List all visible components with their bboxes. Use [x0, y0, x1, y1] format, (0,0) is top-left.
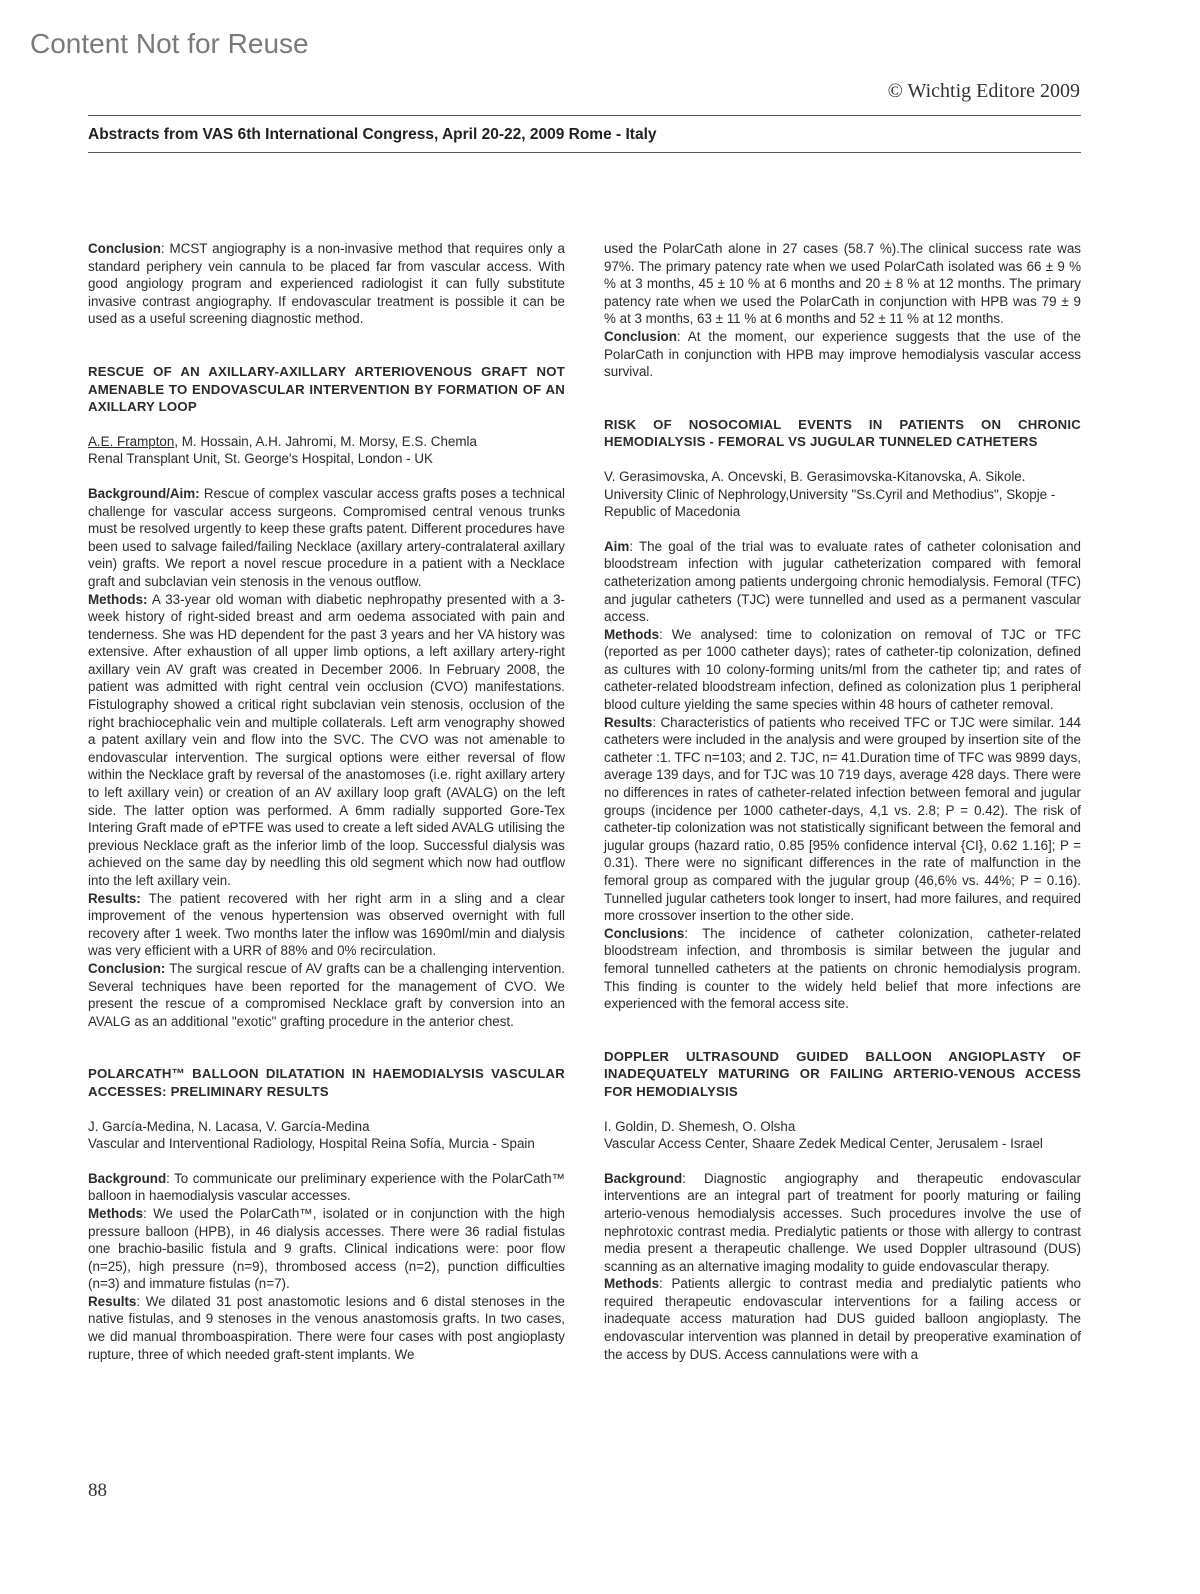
section-label: Background [604, 1170, 683, 1186]
section-text: : To communicate our preliminary experience with the PolarCath™ balloon in haemodialysis vascular accesses. [88, 1170, 565, 1204]
abstract-authors [88, 433, 565, 451]
section-text: The patient recovered with her right arm in a sling and a clear improvement of the venous hypertension was observed overnight with full recovery after 1 week. Two months later the inflow was 1690ml/min and dialysis was very efficient with a URR of 88% and 0% recirculation. [88, 890, 565, 959]
abstract-title: RISK OF NOSOCOMIAL EVENTS IN PATIENTS ON CHRONIC HEMODIALYSIS - FEMORAL VS JUGULAR TUNNELED CATHETERS [604, 416, 1081, 450]
section-label: Methods [604, 626, 660, 642]
abstract-title: RESCUE OF AN AXILLARY-AXILLARY ARTERIOVENOUS GRAFT NOT AMENABLE TO ENDOVASCULAR INTERVENTION BY FORMATION OF AN AXILLARY LOOP [88, 363, 565, 415]
abstract-title: POLARCATH™ BALLOON DILATATION IN HAEMODIALYSIS VASCULAR ACCESSES: PRELIMINARY RESULTS [88, 1066, 565, 1099]
section-label: Methods [88, 1205, 144, 1221]
abstract-conclusion [604, 925, 1081, 1013]
section-label: Background [88, 1170, 167, 1186]
abstract-affiliation: Vascular and Interventional Radiology, Hospital Reina Sofía, Murcia - Spain [88, 1136, 535, 1152]
section-text: : The incidence of catheter colonization, catheter-related bloodstream infection, and thrombosis is similar between the jugular and femoral tunnelled catheters at the patients on chronic hemodialysis program. This finding is counter to the widely held belief that more infections are experienced with the femoral access site. [604, 925, 1081, 1012]
section-text: : We used the PolarCath™, isolated or in conjunction with the high pressure balloon (HPB), in 46 dialysis accesses. There were 36 radial fistulas one brachio-basilic fistula and 9 grafts. Clinical indications were: poor flow (n=25), high pressure (n=9), thrombosed access (n=2), punction difficulties (n=3) and immature fistulas (n=7). [88, 1205, 565, 1292]
abstract-affiliation: University Clinic of Nephrology,University "Ss.Cyril and Methodius", Skopje - Republic of Macedonia [604, 486, 1056, 520]
co-authors: , M. Hossain, A.H. Jahromi, M. Morsy, E.S. Chemla [174, 433, 477, 449]
section-label: Results [604, 714, 653, 730]
abstract-affiliation: Renal Transplant Unit, St. George's Hospital, London - UK [88, 451, 433, 467]
header-rule-top [88, 115, 1081, 116]
section-label: Results: [88, 890, 141, 906]
copyright-notice: © Wichtig Editore 2009 [887, 80, 1080, 102]
abstract-affiliation: Vascular Access Center, Shaare Zedek Medical Center, Jerusalem - Israel [604, 1136, 1043, 1152]
section-text: : We analysed: time to colonization on removal of TJC or TFC (reported as per 1000 catheter days); rates of catheter-tip colonization, defined as cultures with 10 colony-forming units/ml from the catheter tip; and rates of catheter-related bloodstream infection, defined as colonization plus 1 peripheral blood culture yielding the same species within 48 hours of catheter removal. [604, 626, 1081, 713]
abstract-results [88, 890, 565, 960]
section-label: Conclusion [604, 328, 677, 344]
section-text: A 33-year old woman with diabetic nephropathy presented with a 3-week history of right-sided breast and arm oedema associated with pain and tenderness. She was HD dependent for the past 3 years and her VA history was extensive. After exhaustion of all upper limb options, a left axillary artery-right axillary vein AV graft was created in December 2006. In February 2008, the patient was admitted with right central vein occlusion (CVO) manifestations. Fistulography showed a critical right subclavian vein stenosis, occlusion of the right brachiocephalic vein and multiple collaterals. Left arm venography showed a patent axillary vein and flow into the SVC. The CVO was not amenable to endovascular intervention. The surgical options were either reversal of flow within the Necklace graft by reversal of the anastomoses (i.e. right axillary artery to left axillary vein) or creation of an AV axillary loop graft (AVALG) on the left side. The latter option was performed. A 6mm radially supported Gore-Tex Intering Graft made of ePTFE was used to create a left sided AVALG utilising the previous Necklace graft as the inferior limb of the loop. Successful dialysis was achieved on the same day by needling this old segment which now had outflow into the left axillary vein. [88, 591, 565, 888]
section-text: : We dilated 31 post anastomotic lesions and 6 distal stenoses in the native fistulas, and 9 stenoses in the venous anastomosis grafts. In two cases, we did manual thromboaspiration. There were four cases with post angioplasty rupture, three of which needed graft-stent implants. We [88, 1293, 565, 1362]
page-number: 88 [88, 1480, 107, 1501]
section-label: Conclusion: [88, 960, 166, 976]
section-text: The surgical rescue of AV grafts can be a challenging intervention. Several techniques have been reported for the management of CVO. We present the rescue of a compromised Necklace graft by conversion into an AVALG as an additional "exotic" grafting procedure in the anterior chest. [88, 960, 565, 1029]
section-text: : MCST angiography is a non-invasive method that requires only a standard periphery vein cannula to be placed far from vascular access. With good angiology program and experienced radiologist it can fully substitute invasive contrast angiography. If endovascular treatment is possible it can be used as a useful screening diagnostic method. [88, 241, 565, 327]
section-text: : Diagnostic angiography and therapeutic endovascular interventions are an integral part of treatment for poorly maturing or failing arterio-venous hemodialysis accesses. Such procedures involve the use of nephrotoxic contrast media. Predialytic patients or those with allergy to contrast media present a therapeutic challenge. We used Doppler ultrasound (DUS) scanning as an alternative imaging modality to guide endovascular therapy. [604, 1170, 1081, 1274]
abstract-background [88, 485, 565, 591]
section-label: Background/Aim: [88, 485, 200, 501]
abstract-methods [88, 1205, 565, 1293]
abstract-methods [88, 591, 565, 890]
section-label: Aim [604, 538, 630, 554]
continued-conclusion [604, 328, 1081, 381]
abstract-methods [604, 1275, 1081, 1363]
abstract-results [88, 1293, 565, 1363]
header-rule-bottom [88, 152, 1081, 153]
section-text: : Characteristics of patients who received TFC or TJC were similar. 144 catheters were included in the analysis and were grouped by insertion site of the catheter :1. TFC n=103; and 2. TJC, n= 41.Duration time of TFC was 9899 days, average 139 days, and for TJC was 10 719 days, average 428 days. There were no differences in rates of catheter-related infection between femoral and jugular groups (incidence per 1000 catheter-days, 4,1 vs. 2.8; P = 0.42). The risk of catheter-tip colonization was not statistically significant between the femoral and jugular groups (hazard ratio, 0.85 [95% confidence interval {CI}, 0.62 1.16]; P = 0.31). There were no significant differences in the rate of malfunction in the femoral group as compared with the jugular group (46,6% vs. 44%; P = 0.16). Tunnelled jugular catheters took longer to insert, had more failures, and required more crossover insertion to the other side. [604, 714, 1081, 924]
section-text: : The goal of the trial was to evaluate rates of catheter colonisation and bloodstream infection with jugular catheterization compared with femoral catheterization among patients undergoing chronic hemodialysis. Femoral (TFC) and jugular catheters (TJC) were tunnelled and used as a permanent vascular access. [604, 538, 1081, 625]
section-label: Conclusions [604, 925, 685, 941]
abstract-conclusion [88, 960, 565, 1030]
continued-conclusion [88, 240, 565, 328]
abstract-title: DOPPLER ULTRASOUND GUIDED BALLOON ANGIOPLASTY OF INADEQUATELY MATURING OR FAILING ARTERIO-VENOUS ACCESS FOR HEMODIALYSIS [604, 1048, 1081, 1099]
section-label: Methods [604, 1276, 660, 1292]
abstract-methods [604, 626, 1081, 714]
section-label: Results [88, 1293, 137, 1309]
abstract-results [604, 714, 1081, 925]
right-column [604, 240, 1081, 1363]
section-label: Methods: [88, 591, 148, 607]
section-text: : Patients allergic to contrast media and predialytic patients who required therapeutic endovascular interventions for a failing access or inadequate access maturation had DUS guided balloon angioplasty. The endovascular intervention was planned in detail by preoperative examination of the access by DUS. Access cannulations were with a [604, 1276, 1081, 1362]
watermark: Content Not for Reuse [30, 28, 309, 59]
abstract-authors: V. Gerasimovska, A. Oncevski, B. Gerasimovska-Kitanovska, A. Sikole. [604, 468, 1026, 484]
presenting-author: A.E. Frampton [88, 433, 175, 449]
left-column [88, 240, 565, 1363]
section-label: Conclusion [88, 241, 161, 256]
section-text: : At the moment, our experience suggests that the use of the PolarCath in conjunction with HPB may improve hemodialysis vascular access survival. [604, 328, 1081, 380]
abstract-background [604, 1170, 1081, 1276]
abstract-aim [604, 538, 1081, 626]
continued-results: used the PolarCath alone in 27 cases (58.7 %).The clinical success rate was 97%. The primary patency rate when we used PolarCath isolated was 66 ± 9 % % at 3 months, 45 ± 10 % at 6 months and 20 ± 8 % at 12 months. The primary patency rate when we used the PolarCath in conjunction with HPB was 79 ± 9 % at 3 months, 63 ± 11 % at 6 months and 52 ± 11 % at 12 months. [604, 241, 1081, 327]
abstract-authors: J. García-Medina, N. Lacasa, V. García-Medina [88, 1118, 370, 1134]
section-text: Rescue of complex vascular access grafts poses a technical challenge for vascular access surgeons. Compromised central venous trunks must be resolved urgently to keep these grafts patent. Different procedures have been used to salvage failed/failing Necklace (axillary artery-contralateral axillary vein) grafts. We report a novel rescue procedure in a patient with a Necklace graft and subclavian vein stenosis in the venous outflow. [88, 485, 565, 589]
abstract-authors: I. Goldin, D. Shemesh, O. Olsha [604, 1118, 796, 1134]
abstract-background [88, 1170, 565, 1205]
running-head: Abstracts from VAS 6th International Congress, April 20-22, 2009 Rome - Italy [88, 126, 657, 143]
